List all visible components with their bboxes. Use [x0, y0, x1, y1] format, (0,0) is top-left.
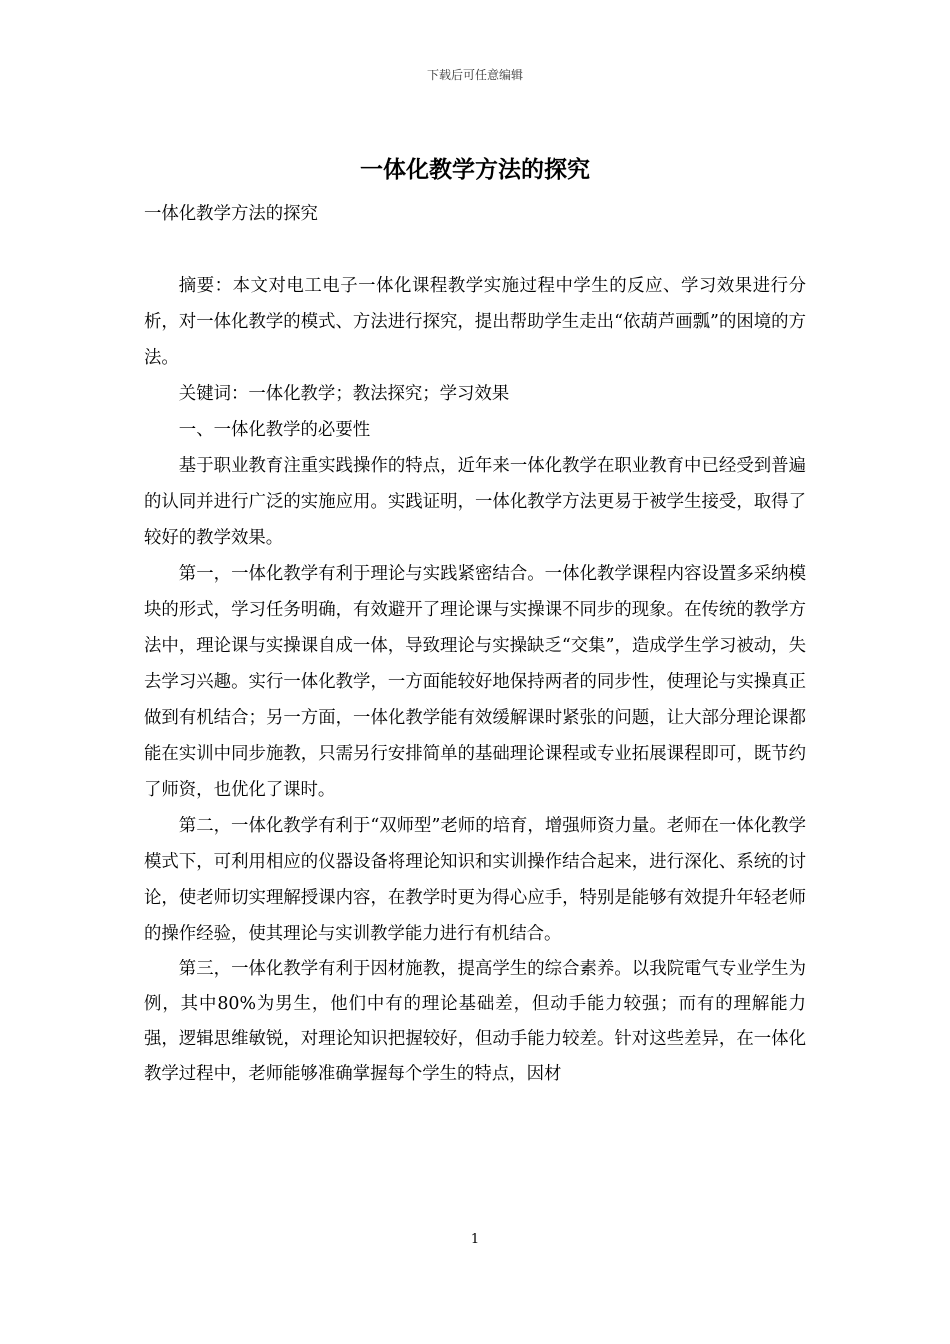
- abstract-paragraph: 摘要：本文对电工电子一体化课程教学实施过程中学生的反应、学习效果进行分析，对一体化教学的模式、方法进行探究，提出帮助学生走出“依葫芦画瓢”的困境的方法。: [144, 276, 806, 368]
- document-title: 一体化教学方法的探究: [360, 156, 590, 183]
- section-heading: 一、一体化教学的必要性: [178, 420, 371, 440]
- body-paragraph: 第二，一体化教学有利于“双师型”老师的培育，增强师资力量。老师在一体化教学模式下，可利用相应的仪器设备将理论知识和实训操作结合起来，进行深化、系统的讨论，使老师切实理解授课内容，在教学时更为得心应手，特别是能够有效提升年轻老师的操作经验，使其理论与实训教学能力进行有机结合。: [144, 816, 806, 944]
- page-number: 1: [470, 1232, 480, 1247]
- keywords-paragraph: 关键词：一体化教学；教法探究；学习效果: [178, 384, 510, 404]
- document-subtitle: 一体化教学方法的探究: [144, 204, 318, 224]
- page-header-note: 下载后可任意编辑: [426, 68, 523, 82]
- body-paragraph: 第三，一体化教学有利于因材施教，提高学生的综合素养。以我院電气专业学生为例，其中80%为男生，他们中有的理论基础差，但动手能力较强；而有的理解能力强，逻辑思维敏锐，对理论知识把握较好，但动手能力较差。针对这些差异，在一体化教学过程中，老师能够准确掌握每个学生的特点，因材: [144, 959, 806, 1084]
- body-paragraph: 第一，一体化教学有利于理论与实践紧密结合。一体化教学课程内容设置多采纳模块的形式，学习任务明确，有效避开了理论课与实操课不同步的现象。在传统的教学方法中，理论课与实操课自成一体，导致理论与实操缺乏“交集”，造成学生学习被动，失去学习兴趣。实行一体化教学，一方面能较好地保持两者的同步性，使理论与实操真正做到有机结合；另一方面，一体化教学能有效缓解课时紧张的问题，让大部分理论课都能在实训中同步施教，只需另行安排简单的基础理论课程或专业拓展课程即可，既节约了师资，也优化了课时。: [144, 564, 806, 800]
- body-paragraph: 基于职业教育注重实践操作的特点，近年来一体化教学在职业教育中已经受到普遍的认同并进行广泛的实施应用。实践证明，一体化教学方法更易于被学生接受，取得了较好的教学效果。: [144, 456, 806, 548]
- document-body: [144, 196, 806, 1092]
